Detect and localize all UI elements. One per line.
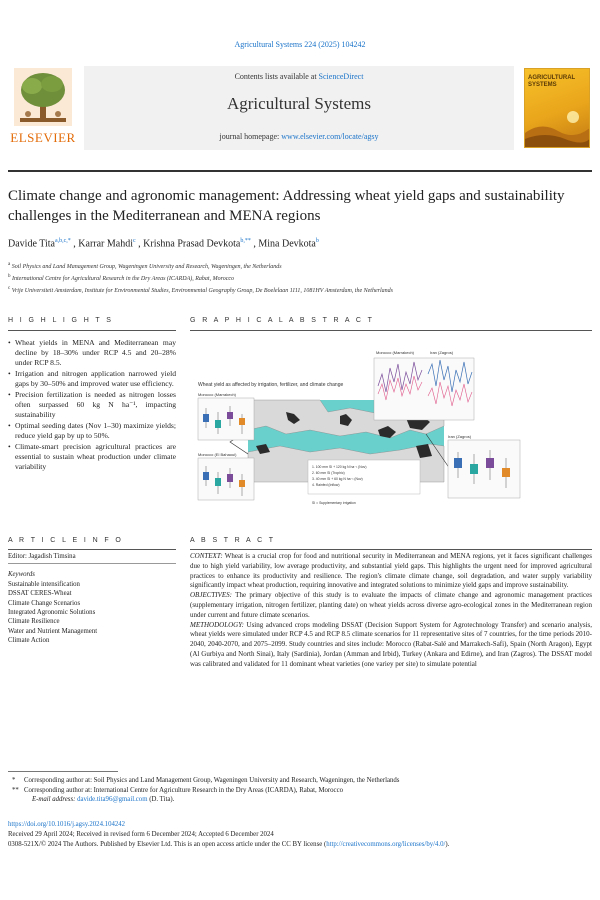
contents-line xyxy=(84,72,514,81)
masthead-center xyxy=(84,66,514,150)
keyword: Sustainable intensification xyxy=(8,580,80,588)
header-rule xyxy=(8,170,592,172)
license-prefix: 0308-521X/© 2024 The Authors. Published by Elsevier Ltd. This is an open access article under the CC BY license ( xyxy=(8,841,327,848)
affiliations xyxy=(8,260,592,296)
elsevier-wordmark: ELSEVIER xyxy=(10,130,76,145)
editor-rule xyxy=(8,563,176,564)
highlight-item: • Wheat yields in MENA and Mediterranean may decline by 18–30% under RCP 4.5 and 20–28% under RCP 8.5. xyxy=(8,338,176,369)
highlights-heading: H I G H L I G H T S xyxy=(8,317,114,324)
ga-ts-label-a: Morocco (Marrakech) xyxy=(376,350,415,355)
footnote-1-text: Corresponding author at: Soil Physics and Land Management Group, Wageningen University and Research, Wageningen, the Netherlands xyxy=(24,777,400,784)
footnote-2-mark: ** xyxy=(12,786,19,794)
ga-panel-a-label: Morocco (Marrakech) xyxy=(198,392,237,397)
ga-legend-item: 2. 60 mm SI (Trophic) xyxy=(312,471,345,475)
cover-art-icon xyxy=(525,107,590,147)
footnote-1 xyxy=(8,776,592,786)
license-suffix: ). xyxy=(445,841,450,848)
received-line: Received 29 April 2024; Received in revised form 6 December 2024; Accepted 6 December 2024 xyxy=(8,831,274,838)
abstract-context-label: CONTEXT: xyxy=(190,552,223,560)
author-2[interactable]: Karrar Mahdi xyxy=(78,238,133,250)
affiliation-c xyxy=(8,284,592,296)
ga-boxplot-c xyxy=(448,434,520,498)
affiliation-b xyxy=(8,272,592,284)
abstract-objective xyxy=(190,591,592,620)
affiliation-c-text: Vrije Universiteit Amsterdam, Institute for Environmental Studies, Environmental Geography Group, De Boelelaan 1111, 1081HV Amsterdam, the Netherlands xyxy=(11,288,393,294)
keywords-list xyxy=(8,580,176,646)
author-sep: , xyxy=(135,238,144,250)
doi-link[interactable]: https://doi.org/10.1016/j.agsy.2024.104242 xyxy=(8,821,126,828)
journal-cover[interactable] xyxy=(524,68,590,148)
author-4-affil[interactable]: b xyxy=(315,238,319,244)
keyword: Integrated Agronomic Solutions xyxy=(8,609,96,617)
editor-line: Editor: Jagadish Timsina xyxy=(8,553,76,560)
graphical-abstract-figure[interactable] xyxy=(190,334,592,512)
ga-panel-c-label: Iran (Zagros) xyxy=(448,434,472,439)
highlight-item: • Climate-smart precision agricultural practices are essential to sustain wheat production under climate variability xyxy=(8,442,176,473)
graphical-abstract-heading: G R A P H I C A L A B S T R A C T xyxy=(190,317,375,324)
keyword: Climate Resilience xyxy=(8,618,60,626)
abstract-context-text: Wheat is a crucial crop for food and nutritional security in Mediterranean and MENA regions, yet it faces significant challenges due to high yield variability, low average productivity, and substantial yield gaps. This highlights the urgent need for improved agricultural practices to enhance its productivity and resilience. The region's climate climate change, soil degradation, and water supply variability significantly impact wheat production, requiring innovative and integrated solutions to minimize yield gaps and improve sustainability. xyxy=(190,552,592,590)
homepage-prefix: journal homepage: xyxy=(219,132,282,141)
homepage-link[interactable]: www.elsevier.com/locate/agsy xyxy=(281,132,379,141)
abstract-methods-text: Using advanced crops modeling DSSAT (Decision Support System for Agrotechnology Transfer) and scenario analysis, wheat yields were simulated under RCP 4.5 and RCP 8.5 climate scenarios for 11 representative sites of 7 countries, for the time periods 2010-2040, 2040-2070, and 2075–2099. Study countries and sites include: Morocco (Rabat-Salé and Marrakech-Safi), Spain (North Aragon), Egypt (Al Gurbiya and North Sinai), Italy (Sardinia), Jordan (Amman and Irbid), Turkey (Ankara and Edirne), and Iran (Zagros). The DSSAT model was calibrated and validated for 11 dominant wheat varieties (one variey per site) to simulate potential xyxy=(190,620,592,668)
highlight-item: • Precision fertilization is needed as nitrogen losses often surpassed 60 kg N ha⁻¹, impacting sustainability xyxy=(8,390,176,421)
ga-boxplot-a xyxy=(198,392,254,440)
footnotes xyxy=(8,776,592,805)
author-1[interactable]: Davide Tita xyxy=(8,238,55,250)
highlights-list xyxy=(8,338,176,473)
email-label: E-mail address: xyxy=(32,796,76,804)
author-1-affil[interactable]: a,b,c,* xyxy=(54,238,71,244)
ga-legend-item: 4. Rainfed (Inflow) xyxy=(312,483,340,487)
masthead xyxy=(8,66,592,150)
email-link[interactable]: davide.tita96@gmail.com xyxy=(77,796,148,804)
ga-legend-note: SI = Supplementary irrigation xyxy=(312,501,356,505)
ga-title: Wheat yield as affected by irrigation, fertilizer, and climate change xyxy=(198,382,344,388)
journal-reference[interactable]: Agricultural Systems 224 (2025) 104242 xyxy=(234,40,366,49)
ga-legend-item: 3. 40 mm SI + 60 kg N ha⁻¹ (Nov) xyxy=(312,477,363,481)
article-title: Climate change and agronomic management: Addressing wheat yield gaps and sustainability challenges in the Mediterranean and MENA regions xyxy=(8,188,565,224)
ga-ts-label-b: Iran (Zagros) xyxy=(430,350,454,355)
highlights-rule xyxy=(8,330,176,331)
affiliation-b-mark: b xyxy=(8,274,11,279)
abstract-objective-label: OBJECTIVES: xyxy=(190,591,232,600)
author-3[interactable]: Krishna Prasad Devkota xyxy=(143,238,241,250)
homepage-line xyxy=(84,132,514,141)
abstract-body xyxy=(190,552,592,670)
email-line xyxy=(8,795,592,805)
article-info-heading: A R T I C L E I N F O xyxy=(8,537,124,544)
highlight-item: • Optimal seeding dates (Nov 1–30) maximize yields; reduce yield gap by up to 50%. xyxy=(8,421,176,441)
sciencedirect-link[interactable]: ScienceDirect xyxy=(318,72,364,81)
license-link[interactable]: http://creativecommons.org/licenses/by/4.0/ xyxy=(326,841,446,848)
keywords-title: Keywords xyxy=(8,571,35,579)
author-4[interactable]: Mina Devkota xyxy=(258,238,316,250)
graphical-abstract-rule xyxy=(190,330,592,331)
affiliation-b-text: International Centre for Agricultural Research in the Dry Areas (ICARDA), Rabat, Morocco xyxy=(12,276,235,282)
ga-timeseries xyxy=(374,350,474,420)
affiliation-a xyxy=(8,260,592,272)
abstract-methods-label: METHODOLOGY: xyxy=(190,620,244,629)
author-list xyxy=(8,238,592,249)
abstract-heading: A B S T R A C T xyxy=(190,537,276,544)
affiliation-a-text: Soil Physics and Land Management Group, Wageningen University and Research, Wageningen, the Netherlands xyxy=(11,264,282,270)
keyword: Climate Change Scenarios xyxy=(8,599,81,607)
keyword: Water and Nutrient Management xyxy=(8,627,98,635)
author-sep: , xyxy=(250,238,259,250)
affiliation-a-mark: a xyxy=(8,262,11,267)
elsevier-logo xyxy=(8,68,78,146)
abstract-methods xyxy=(190,621,592,670)
ga-legend-item: 1. 100 mm SI + 120 kg N ha⁻¹ (Nov) xyxy=(312,465,367,469)
footnote-2-text: Corresponding author at: International Centre for Agriculture Research in the Dry Areas (ICARDA), Rabat, Morocco xyxy=(24,786,343,794)
ga-boxplot-b xyxy=(198,452,254,500)
article-info xyxy=(8,552,176,646)
footnote-rule xyxy=(8,771,118,772)
email-suffix: (D. Tita). xyxy=(147,796,175,804)
author-sep: , xyxy=(70,238,79,250)
cover-title: AGRICULTURAL SYSTEMS xyxy=(528,75,576,88)
author-2-affil[interactable]: c xyxy=(132,238,136,244)
highlight-item: • Irrigation and nitrogen application narrowed yield gaps by 30–50% and improved water use efficiency. xyxy=(8,369,176,389)
abstract-rule xyxy=(190,549,592,550)
affiliation-c-mark: c xyxy=(8,286,11,291)
elsevier-tree-icon xyxy=(14,68,72,126)
author-3-affil[interactable]: b,** xyxy=(240,238,251,244)
keyword: DSSAT CERES-Wheat xyxy=(8,590,72,598)
footnote-2 xyxy=(8,786,592,796)
abstract-context xyxy=(190,552,592,591)
abstract-objective-text: The primary objective of this study is to evaluate the impacts of climate change and agronomic management practices (supplementary irrigation, nitrogen fertilizer, planting date) on wheat yields across diverse agro-ecological zones in the Mediterranean region under current and future climate scenarios. xyxy=(190,591,592,619)
article-info-rule xyxy=(8,549,176,550)
license-line xyxy=(8,840,592,850)
keyword: Climate Action xyxy=(8,637,50,645)
journal-title[interactable]: Agricultural Systems xyxy=(226,94,371,113)
ga-panel-b-label: Morocco (El Bahaoui) xyxy=(198,452,237,457)
publication-info xyxy=(8,820,592,850)
contents-prefix: Contents lists available at xyxy=(234,72,319,81)
footnote-1-mark: * xyxy=(12,777,16,784)
